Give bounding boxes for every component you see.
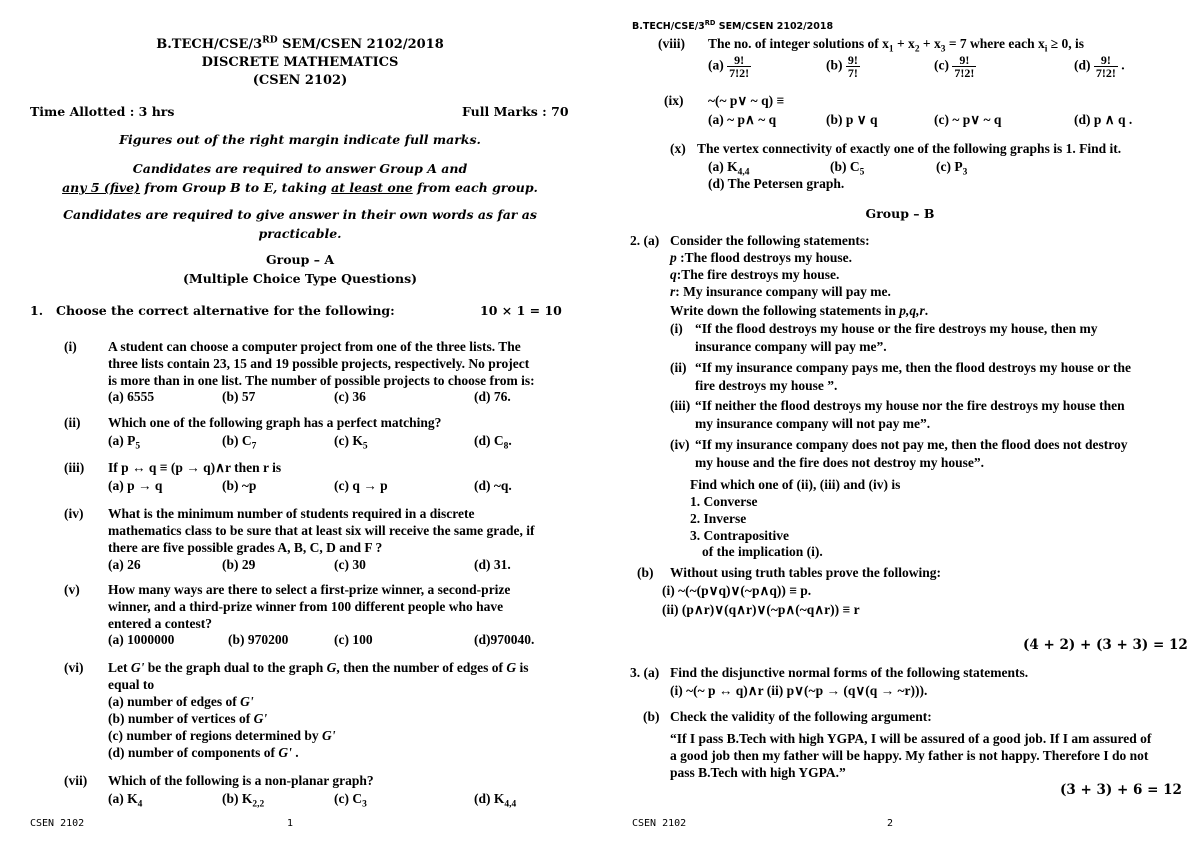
q2-iii-line-1: “If neither the flood destroys my house nor the fire destroys my house then (695, 398, 1125, 413)
q1-viii-number: (viii) (658, 36, 685, 51)
q2-find: Find which one of (ii), (iii) and (iv) is (690, 477, 901, 492)
q3-a-number: 3. (a) (630, 665, 660, 680)
q1-x-line-1: The vertex connectivity of exactly one of the following graphs is 1. Find it. (697, 141, 1122, 156)
q1-i-line-2: three lists contain 23, 15 and 19 possible projects, respectively. No project (108, 356, 530, 371)
question-1-number: 1. (30, 303, 44, 318)
q1-x-option-b: (b) $C_5$ (830, 159, 865, 178)
q1-i-number: (i) (64, 339, 77, 354)
q1-ix-line-1: ~(~ p∨ ~ q) ≡ (708, 93, 785, 108)
q1-i-option-a: (a) 6555 (108, 389, 155, 404)
full-marks: Full Marks : 70 (462, 104, 569, 119)
footer-code: CSEN 2102 (30, 818, 85, 829)
q3-b-line-1: Check the validity of the following argument: (670, 709, 932, 724)
q1-ix-option-c: (c) ~ p∨ ~ q (934, 112, 1002, 127)
q2-iii-line-2: my insurance company will not pay me”. (695, 416, 931, 431)
q1-ix-option-b: (b) p ∨ q (826, 112, 878, 127)
q1-iv-line-3: there are five possible grades A, B, C, D and F ? (108, 540, 383, 555)
q2-iv-line-1: “If my insurance company does not pay me, then the flood does not destroy (695, 437, 1128, 452)
group-b-title: Group – B (865, 206, 935, 221)
q1-iv-option-b: (b) 29 (222, 557, 256, 572)
q1-i-option-d: (d) 76. (474, 389, 511, 404)
q1-vii-option-c: (c) $C_3$ (334, 791, 367, 810)
q1-ix-option-a: (a) ~ p∧ ~ q (708, 112, 777, 127)
exam-page-2 (600, 0, 1200, 849)
q1-ii-number: (ii) (64, 415, 81, 430)
question-1-text: Choose the correct alternative for the following: (56, 303, 395, 318)
q1-ii-option-a: (a) $P_5$ (108, 433, 141, 452)
subject-code: (CSEN 2102) (252, 73, 348, 88)
q1-iv-number: (iv) (64, 506, 84, 521)
q3-a-line-2: (i) ~(~ p ↔ q)∧r (ii) p∨(~p → (q∨(q → ~r))). (670, 683, 928, 698)
q1-v-option-d: (d)970040. (474, 632, 535, 647)
instruction-own-words-2: practicable. (258, 226, 342, 241)
instruction-marks: Figures out of the right margin indicate full marks. (119, 132, 481, 147)
q2-find-inverse: 2. Inverse (690, 511, 747, 526)
q1-iii-option-c: (c) q → p (334, 478, 388, 493)
q2-a-line-1: Consider the following statements: (670, 233, 870, 248)
header-code: B.TECH/CSE/3RD SEM/CSEN 2102/2018 (156, 34, 444, 52)
q1-v-line-1: How many ways are there to select a first-prize winner, a second-prize (108, 582, 511, 597)
q2-a-statement-q: q:The fire destroys my house. (670, 267, 840, 282)
q1-iii-line-1: If p ↔ q ≡ (p → q)∧r then r is (108, 460, 282, 475)
q2-b-part-ii: (ii) (p∧r)∨(q∧r)∨(~p∧(~q∧r)) ≡ r (662, 602, 860, 617)
instruction-groups-1: Candidates are required to answer Group A and (132, 161, 468, 176)
q2-marks: (4 + 2) + (3 + 3) = 12 (1023, 637, 1188, 653)
q2-find-contrapositive: 3. Contrapositive (690, 528, 789, 543)
q1-iv-option-c: (c) 30 (334, 557, 366, 572)
group-a-subtitle: (Multiple Choice Type Questions) (182, 271, 418, 286)
q1-ix-option-d: (d) p ∧ q . (1074, 112, 1133, 127)
q1-vi-option-a: (a) number of edges of G' (108, 694, 254, 709)
q1-iv-line-1: What is the minimum number of students required in a discrete (108, 506, 475, 521)
q2-b-part-i: (i) ~(~(p∨q)∨(~p∧q)) ≡ p. (662, 583, 812, 598)
q1-iii-number: (iii) (64, 460, 85, 475)
q1-viii-option-c: (c) $\frac{9!}{7!2!}$ (934, 53, 975, 80)
page-number: 2 (887, 818, 894, 829)
q2-ii-line-2: fire destroys my house ”. (695, 378, 838, 393)
q1-viii-line-1: The no. of integer solutions of $x_1 + x_2 + x_3 = 7$ where each $x_i \ge 0$, is (708, 36, 1085, 55)
q2-a-write: Write down the following statements in p,q,r. (670, 303, 929, 318)
q3-marks: (3 + 3) + 6 = 12 (1060, 782, 1182, 798)
q3-a-line-1: Find the disjunctive normal forms of the following statements. (670, 665, 1029, 680)
q1-i-option-c: (c) 36 (334, 389, 366, 404)
q2-iv-number: (iv) (670, 437, 690, 452)
q1-vi-line-2: equal to (108, 677, 155, 692)
q1-ii-option-c: (c) $K_5$ (334, 433, 368, 452)
q2-ii-number: (ii) (670, 360, 687, 375)
q1-vii-number: (vii) (64, 773, 88, 788)
q3-b-line-2: “If I pass B.Tech with high YGPA, I will be assured of a good job. If I am assured of (670, 731, 1152, 746)
header-code: B.TECH/CSE/3RD SEM/CSEN 2102/2018 (632, 18, 834, 32)
q1-viii-option-a: (a) $\frac{9!}{7!2!}$ (708, 53, 750, 80)
q1-vi-option-b: (b) number of vertices of G' (108, 711, 268, 726)
q1-vi-line-1: Let G' be the graph dual to the graph G, then the number of edges of G is (108, 660, 529, 675)
q1-ix-number: (ix) (664, 93, 684, 108)
time-allotted: Time Allotted : 3 hrs (30, 104, 175, 119)
q1-iv-option-a: (a) 26 (108, 557, 141, 572)
q1-v-line-2: winner, and a third-prize winner from 100 different people who have (108, 599, 504, 614)
q2-i-line-1: “If the flood destroys my house or the fire destroys my house, then my (695, 321, 1098, 336)
q1-vii-option-b: (b) $K_{2,2}$ (222, 791, 265, 810)
q1-iii-option-b: (b) ~p (222, 478, 257, 493)
question-1-marks: 10 × 1 = 10 (480, 303, 562, 318)
q1-ii-line-1: Which one of the following graph has a perfect matching? (108, 415, 442, 430)
q1-i-line-1: A student can choose a computer project from one of the three lists. The (108, 339, 521, 354)
q1-iii-option-a: (a) p → q (108, 478, 163, 493)
q1-v-number: (v) (64, 582, 80, 597)
instruction-own-words-1: Candidates are required to give answer in their own words as far as (63, 207, 537, 222)
q1-x-option-d: (d) The Petersen graph. (708, 176, 845, 191)
q1-vii-line-1: Which of the following is a non-planar graph? (108, 773, 374, 788)
q2-find-implication: of the implication (i). (702, 544, 823, 559)
q2-iv-line-2: my house and the fire does not destroy my house”. (695, 455, 985, 470)
q1-x-number: (x) (670, 141, 686, 156)
q2-i-number: (i) (670, 321, 683, 336)
q1-vii-option-a: (a) $K_4$ (108, 791, 143, 810)
q1-v-option-a: (a) 1000000 (108, 632, 175, 647)
q1-vi-number: (vi) (64, 660, 84, 675)
q1-iii-option-d: (d) ~q. (474, 478, 512, 493)
q2-a-number: 2. (a) (630, 233, 660, 248)
q2-a-statement-r: r: My insurance company will pay me. (670, 284, 891, 299)
q2-a-statement-p: p :The flood destroys my house. (670, 250, 853, 265)
q3-b-line-3: a good job then my father will be happy. My father is not happy. Therefore I do not (670, 748, 1149, 763)
q1-v-line-3: entered a contest? (108, 616, 212, 631)
q1-vi-option-d: (d) number of components of G' . (108, 745, 299, 760)
q1-x-option-a: (a) $K_{4,4}$ (708, 159, 750, 178)
group-a-title: Group – A (265, 252, 335, 267)
q2-ii-line-1: “If my insurance company pays me, then the flood destroys my house or the (695, 360, 1132, 375)
q2-iii-number: (iii) (670, 398, 691, 413)
q1-i-option-b: (b) 57 (222, 389, 256, 404)
q2-b-number: (b) (637, 565, 654, 580)
q1-iv-line-2: mathematics class to be sure that at least six will receive the same grade, if (108, 523, 535, 538)
q1-x-option-c: (c) $P_3$ (936, 159, 968, 178)
q3-b-line-4: pass B.Tech with high YGPA.” (670, 765, 846, 780)
q1-viii-option-b: (b) $\frac{9!}{7!}$ (826, 53, 858, 80)
q1-v-option-b: (b) 970200 (228, 632, 289, 647)
q1-v-option-c: (c) 100 (334, 632, 373, 647)
subject-title: DISCRETE MATHEMATICS (201, 55, 399, 70)
q1-viii-option-d: (d) $\frac{9!}{7!2!}$ . (1074, 53, 1125, 80)
q1-iv-option-d: (d) 31. (474, 557, 511, 572)
q2-find-converse: 1. Converse (690, 494, 758, 509)
q1-ii-option-b: (b) $C_7$ (222, 433, 257, 452)
q1-vii-option-d: (d) $K_{4,4}$ (474, 791, 517, 810)
q2-b-line-1: Without using truth tables prove the following: (670, 565, 942, 580)
page-number: 1 (287, 818, 294, 829)
footer-code: CSEN 2102 (632, 818, 687, 829)
q3-b-number: (b) (643, 709, 660, 724)
q1-i-line-3: is more than in one list. The number of possible projects to choose from is: (108, 373, 535, 388)
instruction-groups-2: any 5 (five) from Group B to E, taking at least one from each group. (62, 180, 538, 195)
q1-vi-option-c: (c) number of regions determined by G' (108, 728, 336, 743)
q1-ii-option-d: (d) $C_8$. (474, 433, 512, 452)
q2-i-line-2: insurance company will pay me”. (695, 339, 887, 354)
